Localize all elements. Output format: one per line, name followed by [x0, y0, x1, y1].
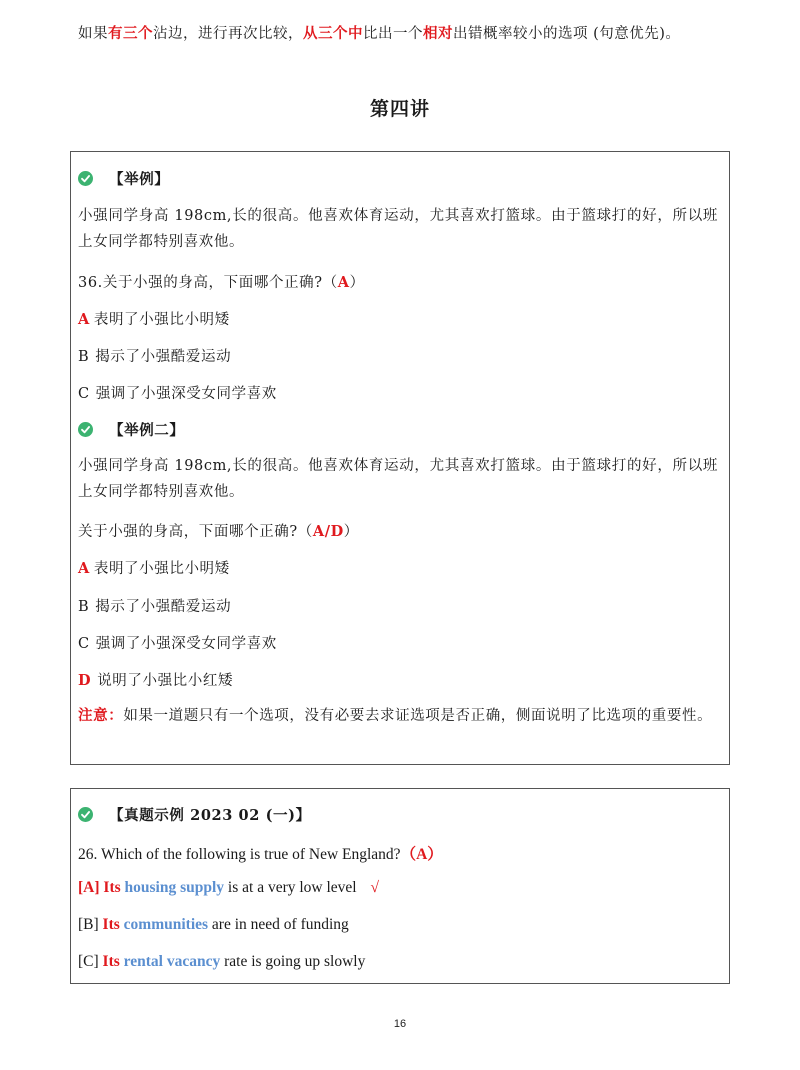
option-letter: D	[78, 672, 92, 689]
question-text: 关于小强的身高，下面哪个正确?（	[78, 524, 313, 540]
example3-heading: 【真题示例 2023 02 (一)】	[109, 807, 311, 824]
answer-close: ）	[427, 846, 443, 863]
example2-heading: 【举例二】	[109, 422, 185, 439]
option-letter: A	[78, 311, 90, 328]
example3-question	[78, 842, 443, 864]
option-text: 强调了小强深受女同学喜欢	[95, 386, 277, 402]
check-circle-icon	[78, 807, 93, 822]
option-text: are in need of funding	[211, 916, 349, 933]
option-subject: Its	[102, 916, 120, 933]
option-keyword: housing supply	[124, 879, 225, 896]
option-label: [C]	[78, 953, 99, 970]
option-letter: A	[78, 560, 90, 577]
check-circle-icon	[78, 171, 93, 186]
option-text: 揭示了小强酷爱运动	[95, 599, 232, 615]
exam-example-box	[70, 788, 730, 984]
example2-passage: 小强同学身高 198cm,长的很高。他喜欢体育运动，尤其喜欢打篮球。由于篮球打的好，所以班上女同学都特别喜欢他。	[78, 458, 718, 500]
note-paragraph	[78, 703, 718, 729]
example2-heading-row	[78, 419, 185, 440]
section-title: 第四讲	[369, 98, 430, 120]
answer-key: A	[416, 846, 428, 863]
option-text: rate is going up slowly	[224, 953, 366, 970]
option-b	[78, 595, 231, 616]
option-text: 表明了小强比小明矮	[93, 561, 230, 577]
example2-question	[78, 520, 359, 541]
example1-question	[78, 271, 365, 292]
option-letter: B	[78, 349, 90, 365]
example1-heading-row	[78, 168, 169, 189]
note-text: 如果一道题只有一个选项，没有必要去求证选项是否正确，侧面说明了比选项的重要性。	[123, 708, 713, 724]
intro-text: 如果	[78, 26, 108, 42]
intro-text: 出错概率较小的选项 (句意优先)。	[453, 26, 681, 42]
note-label: 注意：	[78, 707, 124, 724]
option-text: 揭示了小强酷爱运动	[95, 349, 232, 365]
checkmark-icon: √	[370, 879, 380, 896]
option-letter: C	[78, 386, 90, 402]
option-text: 表明了小强比小明矮	[93, 312, 230, 328]
option-text: 说明了小强比小红矮	[97, 673, 234, 689]
option-subject: Its	[102, 953, 120, 970]
option-c	[78, 953, 365, 971]
intro-highlight: 有三个	[108, 25, 153, 42]
option-letter: B	[78, 599, 90, 615]
option-label: [B]	[78, 916, 99, 933]
option-text: is at a very low level	[227, 879, 357, 896]
option-b	[78, 345, 231, 366]
answer-key: A	[337, 274, 350, 291]
intro-highlight: 相对	[423, 25, 453, 42]
option-a	[78, 879, 379, 897]
option-subject: Its	[103, 879, 121, 896]
option-text: 强调了小强深受女同学喜欢	[95, 636, 277, 652]
question-close: ）	[349, 275, 365, 291]
option-letter: C	[78, 636, 90, 652]
intro-text: 沾边，进行再次比较，	[153, 26, 303, 42]
answer-open: （	[400, 846, 417, 863]
answer-key: A/D	[312, 523, 344, 540]
option-d	[78, 669, 233, 690]
option-keyword: rental vacancy	[123, 953, 221, 970]
intro-highlight: 从三个中	[303, 25, 363, 42]
question-close: ）	[343, 524, 359, 540]
option-c	[78, 382, 277, 403]
page-number: 16	[393, 1018, 407, 1030]
intro-line	[78, 22, 680, 43]
example-box	[70, 151, 730, 765]
option-b	[78, 916, 349, 934]
question-text: 26. Which of the following is true of New England?	[78, 846, 401, 863]
example1-heading: 【举例】	[109, 171, 170, 188]
option-c	[78, 632, 277, 653]
intro-text: 比出一个	[363, 26, 423, 42]
option-a	[78, 557, 230, 578]
check-circle-icon	[78, 422, 93, 437]
question-text: 36.关于小强的身高，下面哪个正确?（	[78, 275, 338, 291]
option-keyword: communities	[123, 916, 209, 933]
example1-passage: 小强同学身高 198cm,长的很高。他喜欢体育运动，尤其喜欢打篮球。由于篮球打的好，所以班上女同学都特别喜欢他。	[78, 208, 718, 250]
option-label: [A]	[78, 879, 100, 896]
example3-heading-row	[78, 804, 311, 825]
option-a	[78, 308, 230, 329]
